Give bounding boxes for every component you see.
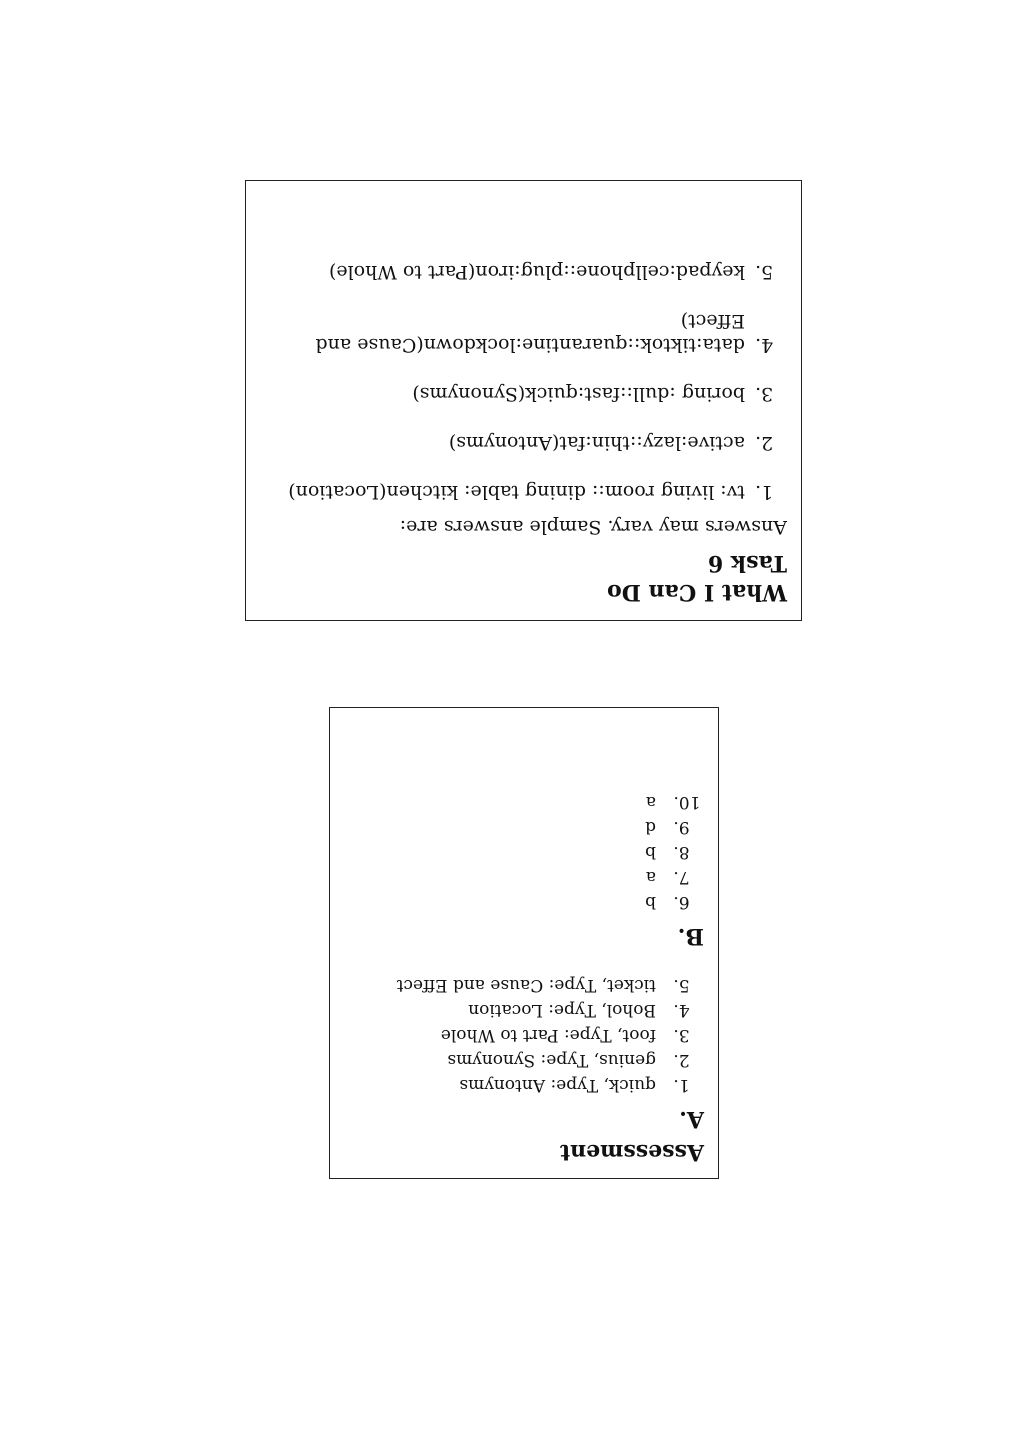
list-item: 2. genius, Type: Synonyms: [344, 1047, 668, 1072]
list-item: 4. data:tiktok::quarantine:lockdown(Cause and Effect): [260, 309, 749, 357]
task-answer-list: [260, 260, 787, 504]
part-b-list: [344, 789, 704, 914]
list-item: 6. b: [344, 889, 668, 914]
what-i-can-do-heading: What I Can Do: [607, 579, 787, 605]
part-a-label: A.: [679, 1106, 704, 1132]
list-item: 4. Bohol, Type: Location: [344, 997, 668, 1022]
intro-text: Answers may vary. Sample answers are:: [399, 516, 787, 538]
list-item: 1. quick, Type: Antonyms: [344, 1072, 668, 1097]
assessment-box: [329, 707, 719, 1179]
list-item: 9. d: [344, 814, 668, 839]
list-item: 3. boring :dull::fast:quick(Synonyms): [260, 382, 749, 406]
list-item: 10. a: [344, 789, 668, 814]
list-item: 2. active:lazy::thin:fat(Antonyms): [260, 431, 749, 455]
list-item: 1. tv: living room:: dining table: kitchen(Location): [260, 480, 749, 504]
part-b-label: B.: [677, 923, 704, 949]
part-a-list: [344, 972, 704, 1097]
list-item: 8. b: [344, 839, 668, 864]
list-item: 3. foot, Type: Part to Whole: [344, 1022, 668, 1047]
list-item: 5. ticket, Type: Cause and Effect: [344, 972, 668, 997]
assessment-heading: Assessment: [559, 1139, 704, 1165]
list-item: 5. keypad:cellphone::plug:iron(Part to Whole): [260, 260, 749, 284]
task-heading: Task 6: [707, 550, 787, 576]
what-i-can-do-box: [245, 180, 802, 621]
list-item: 7. a: [344, 864, 668, 889]
